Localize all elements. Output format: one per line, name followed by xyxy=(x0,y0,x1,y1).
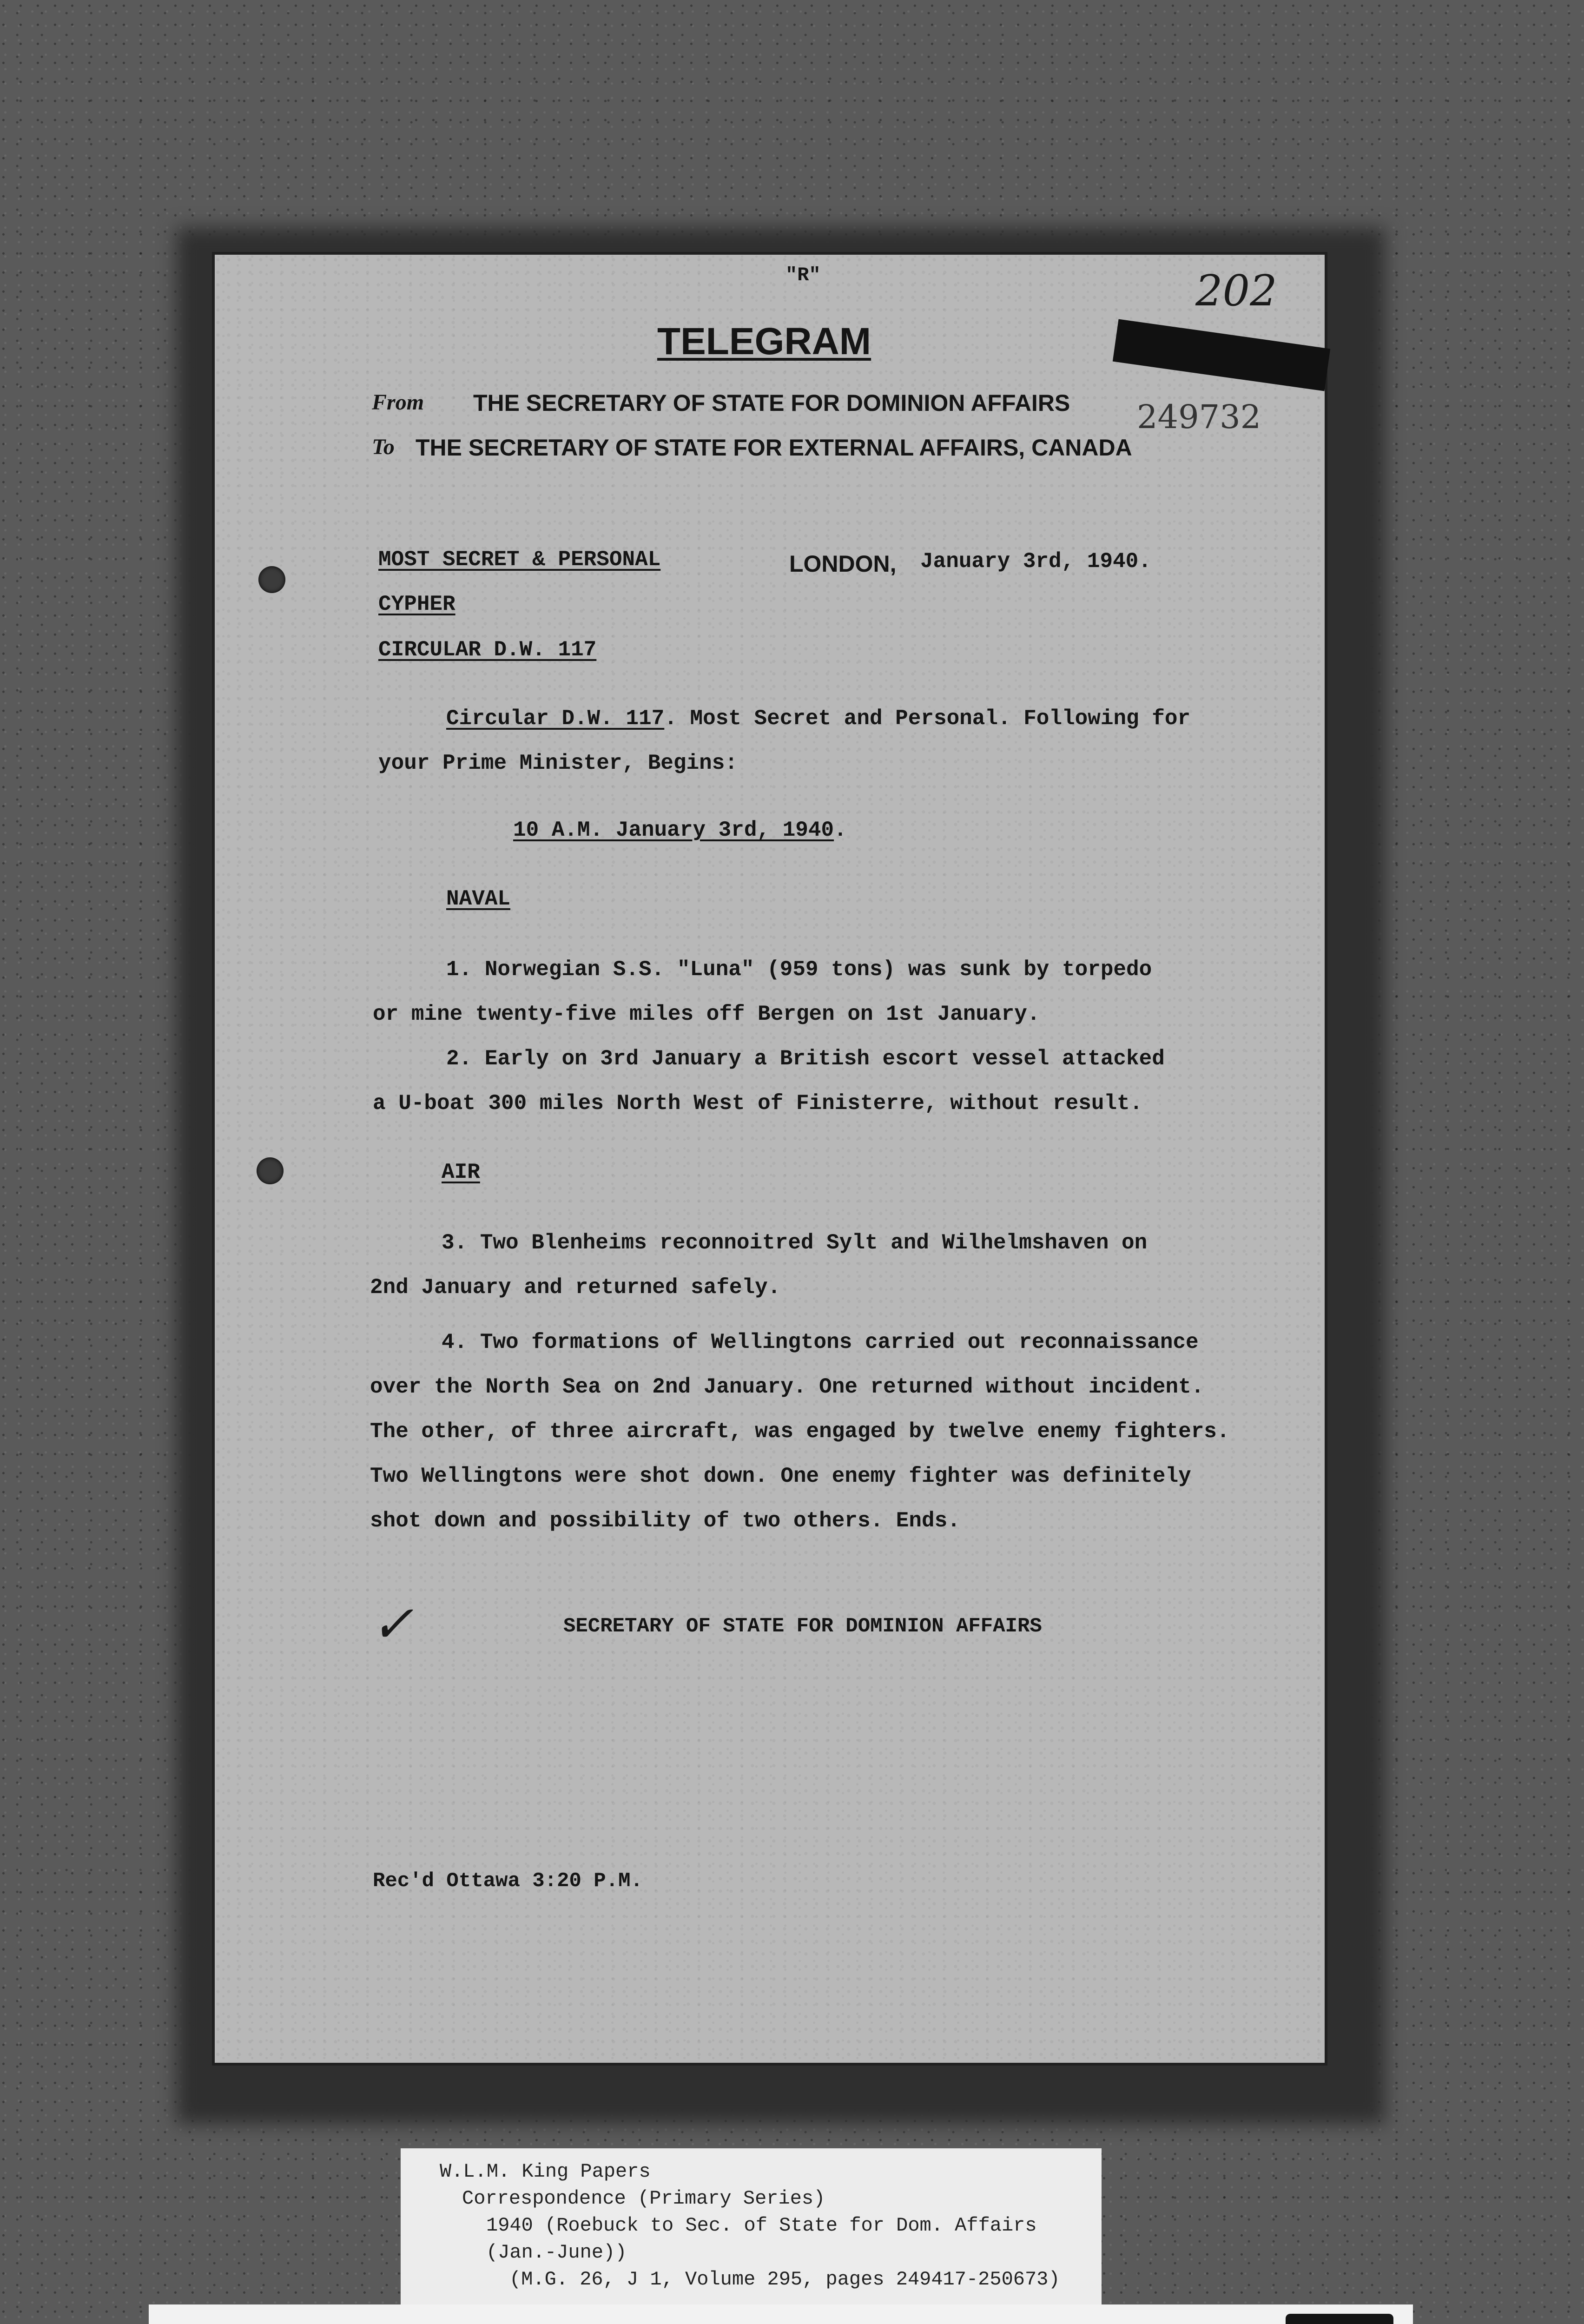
check-mark: ✓ xyxy=(371,1594,414,1654)
from-label: From xyxy=(372,390,424,415)
intro-line-2: your Prime Minister, Begins: xyxy=(378,751,738,775)
time-heading-end: . xyxy=(834,818,847,842)
telegram-title: TELEGRAM xyxy=(657,320,871,363)
para3-line-1: 3. Two Blenheims reconnoitred Sylt and Wilhelmshaven on xyxy=(442,1231,1148,1255)
signature: SECRETARY OF STATE FOR DOMINION AFFAIRS xyxy=(563,1615,1042,1638)
classification: MOST SECRET & PERSONAL xyxy=(378,548,661,572)
place: LONDON, xyxy=(789,551,897,577)
circular: CIRCULAR D.W. 117 xyxy=(378,638,597,662)
label-line-4: (Jan.-June)) xyxy=(486,2241,627,2264)
archives-banner xyxy=(149,2304,1413,2324)
label-line-5: (M.G. 26, J 1, Volume 295, pages 249417-250673) xyxy=(509,2268,1060,2291)
intro-line-1-rest: . Most Secret and Personal. Following for xyxy=(664,706,1191,731)
header-mark: "R" xyxy=(785,264,821,286)
to-value: THE SECRETARY OF STATE FOR EXTERNAL AFFAIRS, CANADA xyxy=(416,435,1132,461)
method: CYPHER xyxy=(378,592,455,616)
punch-hole xyxy=(257,1157,284,1184)
label-line-3: 1940 (Roebuck to Sec. of State for Dom. Affairs xyxy=(486,2214,1037,2237)
punch-hole xyxy=(258,566,285,593)
label-line-1: W.L.M. King Papers xyxy=(440,2160,651,2183)
intro-line-1 xyxy=(446,706,1190,731)
collection-label xyxy=(401,2148,1102,2306)
to-label: To xyxy=(372,435,395,459)
telegram-page xyxy=(215,255,1325,2063)
para1-line-2: or mine twenty-five miles off Bergen on 1st January. xyxy=(373,1002,1040,1026)
naval-heading: NAVAL xyxy=(446,887,511,911)
para2-line-1: 2. Early on 3rd January a British escort vessel attacked xyxy=(446,1047,1165,1071)
from-value: THE SECRETARY OF STATE FOR DOMINION AFFAIRS xyxy=(473,390,1070,416)
intro-ref: Circular D.W. 117 xyxy=(446,706,665,731)
para4-line-3: The other, of three aircraft, was engaged by twelve enemy fighters. xyxy=(370,1419,1230,1444)
air-heading: AIR xyxy=(442,1160,480,1184)
para4-line-5: shot down and possibility of two others. Ends. xyxy=(370,1509,960,1533)
received-note: Rec'd Ottawa 3:20 P.M. xyxy=(373,1869,643,1893)
para2-line-2: a U-boat 300 miles North West of Finisterre, without result. xyxy=(373,1091,1143,1116)
para4-line-4: Two Wellingtons were shot down. One enemy fighter was definitely xyxy=(370,1464,1191,1488)
label-line-2: Correspondence (Primary Series) xyxy=(462,2187,825,2210)
para4-line-1: 4. Two formations of Wellingtons carried out reconnaissance xyxy=(442,1330,1199,1354)
archives-logo-icon xyxy=(1286,2314,1393,2324)
handwritten-number: 202 xyxy=(1195,266,1277,316)
date: January 3rd, 1940. xyxy=(920,549,1151,574)
time-heading-line xyxy=(513,818,847,842)
para1-line-1: 1. Norwegian S.S. "Luna" (959 tons) was sunk by torpedo xyxy=(446,957,1152,982)
para3-line-2: 2nd January and returned safely. xyxy=(370,1275,781,1300)
time-heading: 10 A.M. January 3rd, 1940 xyxy=(513,818,834,842)
stamp-number: 249732 xyxy=(1137,398,1261,436)
para4-line-2: over the North Sea on 2nd January. One returned without incident. xyxy=(370,1375,1204,1399)
